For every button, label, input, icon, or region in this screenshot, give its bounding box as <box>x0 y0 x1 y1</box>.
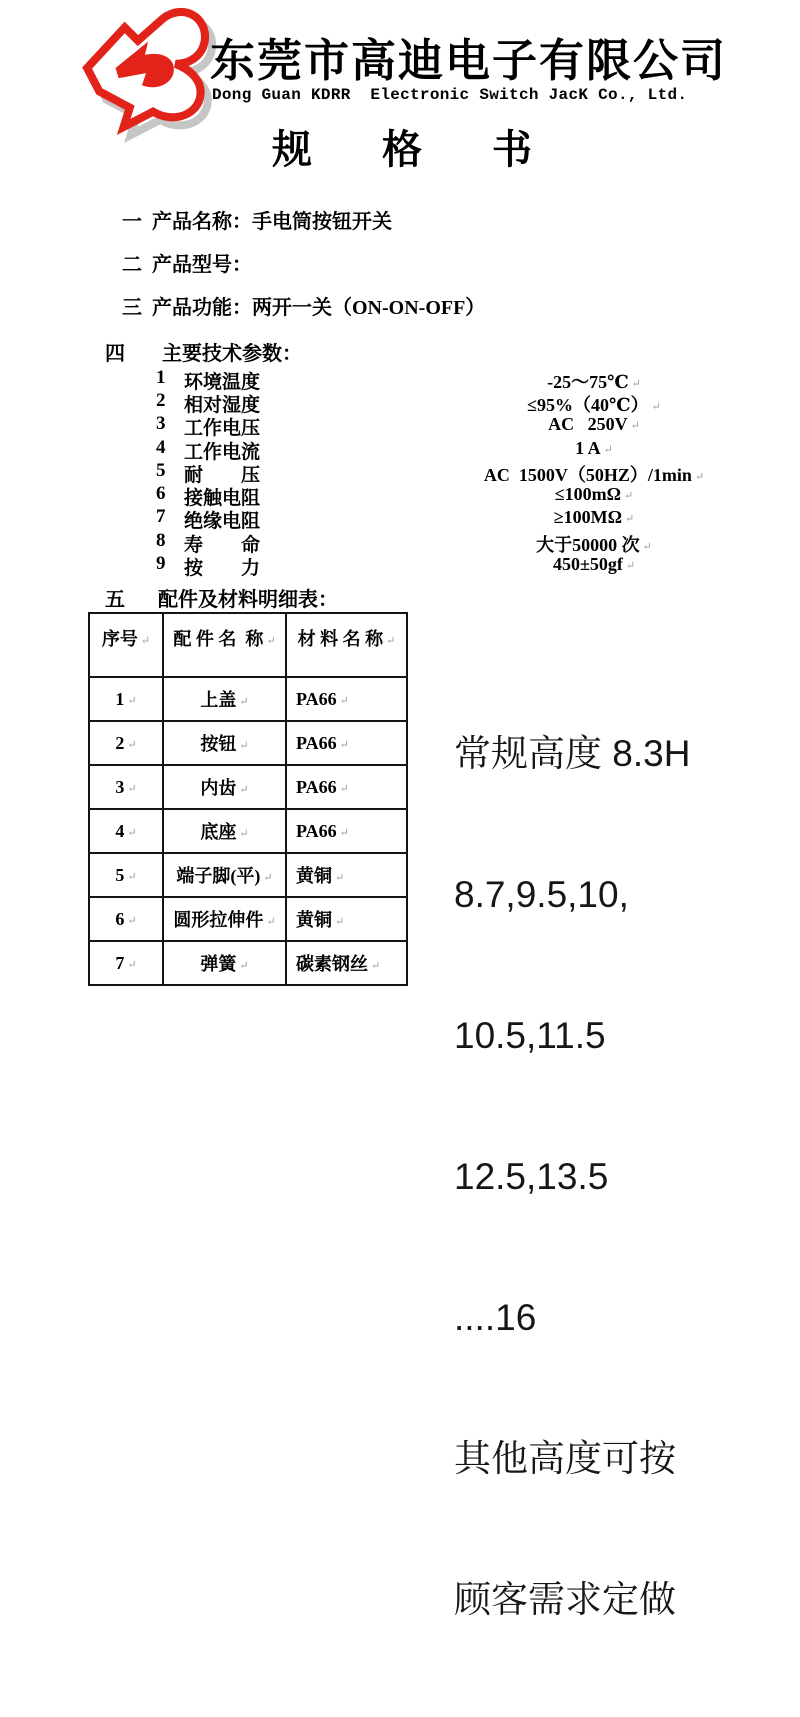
section-number: 一 <box>122 211 142 233</box>
note-line: 其他高度可按 <box>454 1438 676 1479</box>
section-text: 主要技术参数： <box>162 343 302 365</box>
param-no: 3 <box>156 413 166 434</box>
param-no: 8 <box>156 530 166 551</box>
param-row <box>0 367 800 393</box>
note-line: 顾客需求定做 <box>454 1579 676 1620</box>
table-row <box>89 721 407 765</box>
note-line: 8.7,9.5,10, <box>454 874 629 915</box>
company-logo <box>78 4 212 128</box>
param-no: 2 <box>156 390 166 411</box>
cell-no: 6 ↵ <box>115 909 136 929</box>
table-row <box>89 897 407 941</box>
param-value: 大于50000 次 ↵ <box>438 531 750 557</box>
section-number: 四 <box>105 343 125 365</box>
param-row <box>0 553 800 579</box>
section-number: 二 <box>122 254 142 276</box>
section-product-name <box>0 205 800 231</box>
table-row <box>89 765 407 809</box>
table-row <box>89 809 407 853</box>
note-line: 常规高度 8.3H <box>454 733 691 774</box>
section-number: 三 <box>122 297 142 319</box>
param-name: 工作电流 <box>184 442 261 463</box>
cell-no: 1 ↵ <box>115 689 136 709</box>
param-value: AC 1500V（50HZ）/1min ↵ <box>438 461 750 487</box>
note-line: ....16 <box>454 1297 537 1338</box>
cell-material: PA66 ↵ <box>296 821 349 841</box>
cell-no: 7 ↵ <box>115 953 136 973</box>
section-text: 产品功能：两开一关（ON-ON-OFF） <box>152 297 486 319</box>
param-value: AC 250V ↵ <box>438 414 750 435</box>
param-row <box>0 413 800 439</box>
header-no: 序号 ↵ <box>89 613 163 677</box>
param-no: 5 <box>156 460 166 481</box>
param-value: 1 A ↵ <box>438 438 750 459</box>
param-name: 工作电压 <box>184 418 261 439</box>
cell-part: 内齿 ↵ <box>200 778 248 798</box>
company-name-cn: 东莞市高迪电子有限公司 <box>210 35 728 86</box>
header-part: 配 件 名 称 ↵ <box>163 613 286 677</box>
cell-part: 端子脚(平) ↵ <box>176 866 272 886</box>
param-value: 450±50gf ↵ <box>438 554 750 575</box>
param-name: 耐 压 <box>184 465 261 486</box>
param-row <box>0 506 800 532</box>
param-row <box>0 437 800 463</box>
param-name: 寿 命 <box>184 535 261 556</box>
parts-material-table <box>88 612 408 986</box>
document-title: 规格书 <box>272 128 602 172</box>
section-number: 五 <box>105 589 125 611</box>
param-name: 环境温度 <box>184 372 261 393</box>
section-product-function <box>0 291 800 317</box>
cell-no: 3 ↵ <box>115 777 136 797</box>
cell-material: PA66 ↵ <box>296 733 349 753</box>
param-row <box>0 530 800 556</box>
header-material: 材 料 名 称 ↵ <box>286 613 407 677</box>
cell-no: 2 ↵ <box>115 733 136 753</box>
param-name: 接触电阻 <box>184 488 261 509</box>
cell-no: 4 ↵ <box>115 821 136 841</box>
logo-arrow-b-icon <box>78 4 212 128</box>
height-options-note <box>454 636 794 1717</box>
section-text: 产品型号： <box>152 254 252 276</box>
param-no: 4 <box>156 437 166 458</box>
cell-part: 弹簧 ↵ <box>200 954 248 974</box>
table-row <box>89 677 407 721</box>
param-value: ≥100MΩ ↵ <box>438 507 750 528</box>
param-no: 9 <box>156 553 166 574</box>
cell-material: PA66 ↵ <box>296 777 349 797</box>
param-row <box>0 460 800 486</box>
cell-part: 圆形拉伸件 ↵ <box>173 910 275 930</box>
cell-material: PA66 ↵ <box>296 689 349 709</box>
param-value: -25～75℃ ↵ <box>438 368 750 394</box>
param-name: 相对湿度 <box>184 395 261 416</box>
param-value: ≤100mΩ ↵ <box>438 484 750 505</box>
param-no: 7 <box>156 506 166 527</box>
cell-part: 按钮 ↵ <box>200 734 248 754</box>
param-no: 6 <box>156 483 166 504</box>
param-row <box>0 483 800 509</box>
table-row <box>89 853 407 897</box>
cell-part: 上盖 ↵ <box>200 690 248 710</box>
cell-material: 黄铜 ↵ <box>296 866 344 886</box>
section-tech-params <box>0 337 800 363</box>
section-text: 配件及材料明细表： <box>158 589 338 611</box>
cell-no: 5 ↵ <box>115 865 136 885</box>
param-value: ≤95%（40℃） ↵ <box>438 391 750 417</box>
param-row <box>0 390 800 416</box>
cell-material: 碳素钢丝 ↵ <box>296 954 380 974</box>
note-line: 10.5,11.5 <box>454 1015 606 1056</box>
table-header-row <box>89 613 407 677</box>
param-name: 按 力 <box>184 558 261 579</box>
note-line: 12.5,13.5 <box>454 1156 609 1197</box>
section-product-model <box>0 248 800 274</box>
section-text: 产品名称：手电筒按钮开关 <box>152 211 392 233</box>
company-name-en: Dong Guan KDRR Electronic Switch JacK Co., Ltd. <box>212 86 688 104</box>
cell-part: 底座 ↵ <box>200 822 248 842</box>
table-row <box>89 941 407 985</box>
param-no: 1 <box>156 367 166 388</box>
cell-material: 黄铜 ↵ <box>296 910 344 930</box>
param-name: 绝缘电阻 <box>184 511 261 532</box>
section-parts-list <box>0 583 800 609</box>
